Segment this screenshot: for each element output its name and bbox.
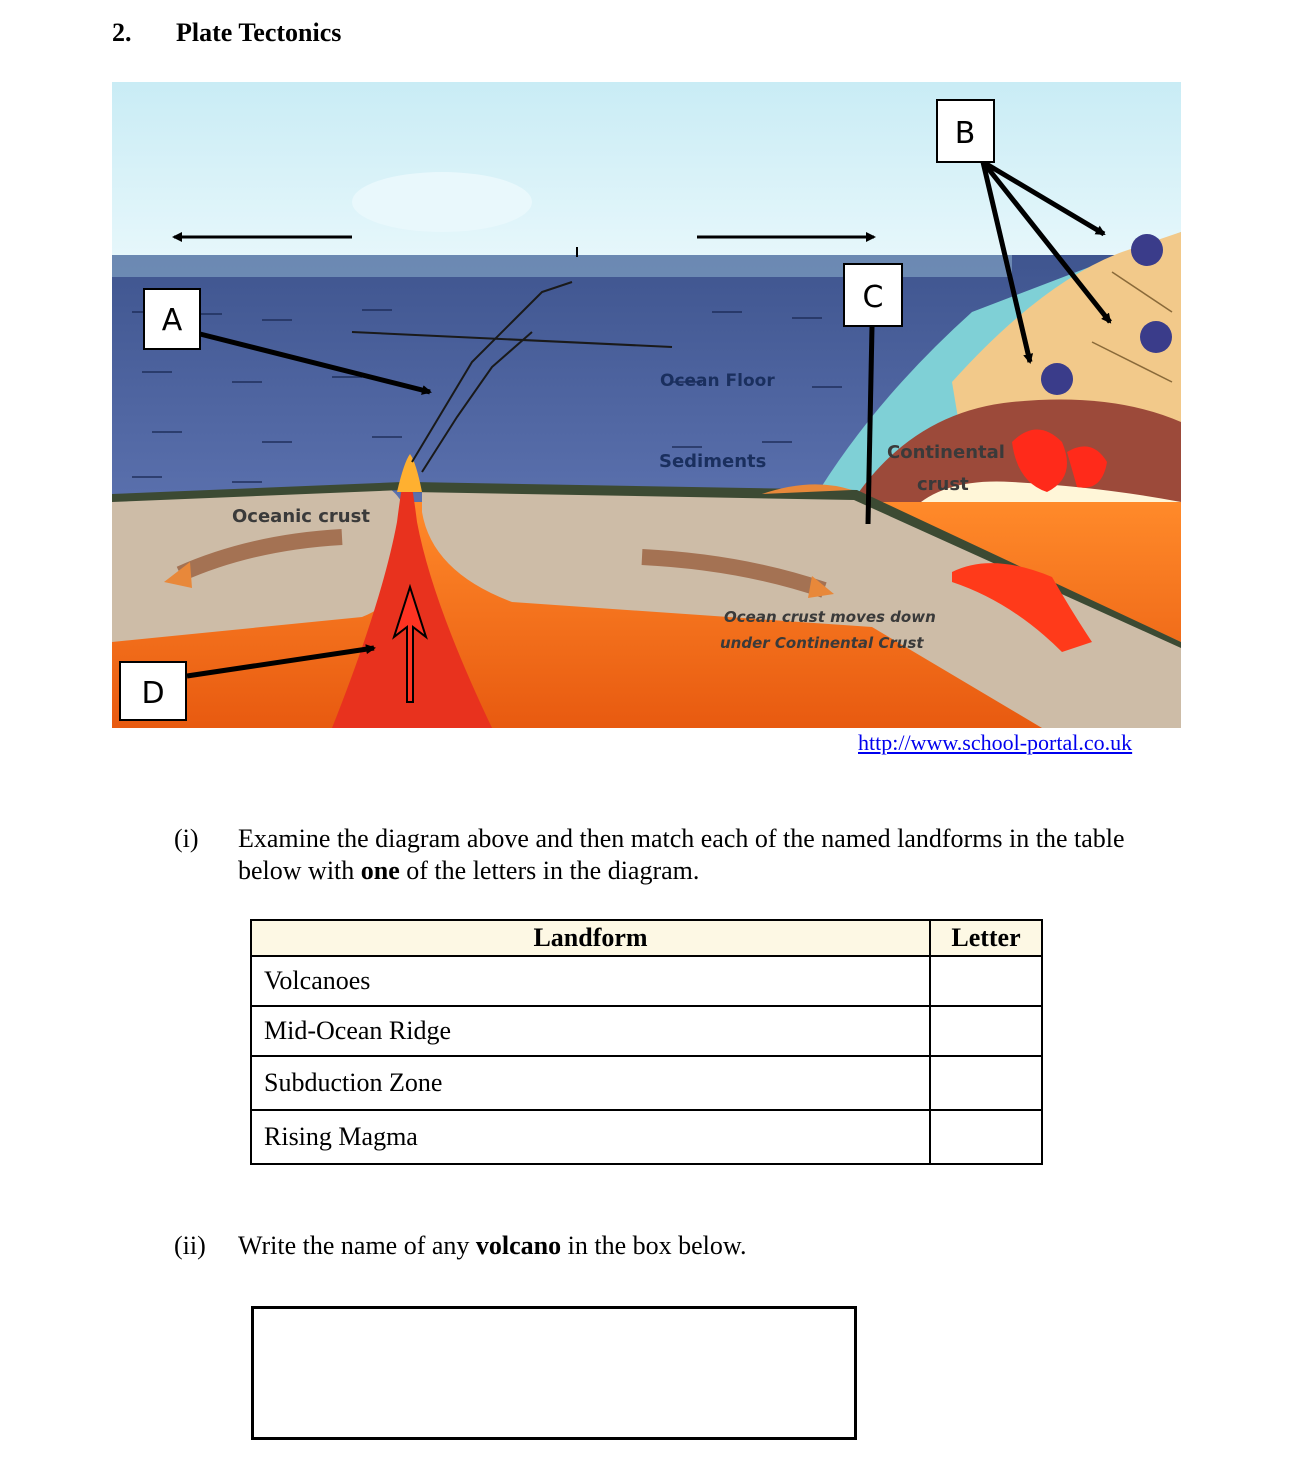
volcano-cloud bbox=[1041, 363, 1073, 395]
ocean-floor-label: Ocean Floor bbox=[660, 371, 775, 391]
landform-cell: Rising Magma bbox=[251, 1110, 930, 1164]
letter-a: A bbox=[161, 303, 183, 338]
landform-cell: Subduction Zone bbox=[251, 1056, 930, 1110]
letter-b: B bbox=[954, 116, 976, 151]
table-row bbox=[251, 1110, 1042, 1164]
letter-box-c bbox=[844, 264, 902, 326]
letter-answer-cell[interactable] bbox=[930, 1056, 1042, 1110]
landform-cell: Volcanoes bbox=[251, 956, 930, 1006]
volcano-answer-box[interactable] bbox=[251, 1306, 857, 1440]
continental-crust-label-2: crust bbox=[917, 474, 969, 495]
letter-answer-cell[interactable] bbox=[930, 1110, 1042, 1164]
table-row bbox=[251, 956, 1042, 1006]
part-ii-number: (ii) bbox=[174, 1231, 206, 1260]
header-landform: Landform bbox=[251, 920, 930, 956]
question-title: Plate Tectonics bbox=[176, 18, 342, 47]
letter-answer-cell[interactable] bbox=[930, 1006, 1042, 1056]
part-i-instruction: Examine the diagram above and then match each of the named landforms in the table below with one of the letters in the diagram. bbox=[238, 824, 1125, 885]
letter-answer-cell[interactable] bbox=[930, 956, 1042, 1006]
letter-box-b bbox=[937, 100, 994, 162]
sky bbox=[112, 82, 1181, 257]
landform-table bbox=[250, 919, 1043, 1165]
ocean-crust-moves-label-1: Ocean crust moves down bbox=[724, 608, 936, 626]
letter-d: D bbox=[141, 676, 165, 711]
oceanic-crust-label: Oceanic crust bbox=[232, 506, 370, 527]
table-row bbox=[251, 1006, 1042, 1056]
ocean-crust-moves-label-2: under Continental Crust bbox=[720, 634, 924, 652]
part-ii-instruction: Write the name of any volcano in the box below. bbox=[238, 1231, 747, 1260]
part-i-number: (i) bbox=[174, 824, 199, 853]
table-row bbox=[251, 1056, 1042, 1110]
volcano-cloud bbox=[1131, 234, 1163, 266]
landform-cell: Mid-Ocean Ridge bbox=[251, 1006, 930, 1056]
letter-box-a bbox=[144, 289, 200, 349]
question-number: 2. bbox=[112, 18, 132, 47]
letter-box-d bbox=[120, 662, 186, 720]
continental-crust-label-1: Continental bbox=[887, 442, 1005, 463]
cloud bbox=[352, 172, 532, 232]
source-link[interactable]: http://www.school-portal.co.uk bbox=[858, 730, 1133, 755]
sediments-label: Sediments bbox=[659, 451, 767, 472]
letter-c: C bbox=[862, 280, 884, 315]
volcano-cloud bbox=[1140, 321, 1172, 353]
plate-tectonics-diagram bbox=[112, 82, 1181, 728]
header-letter: Letter bbox=[930, 920, 1042, 956]
